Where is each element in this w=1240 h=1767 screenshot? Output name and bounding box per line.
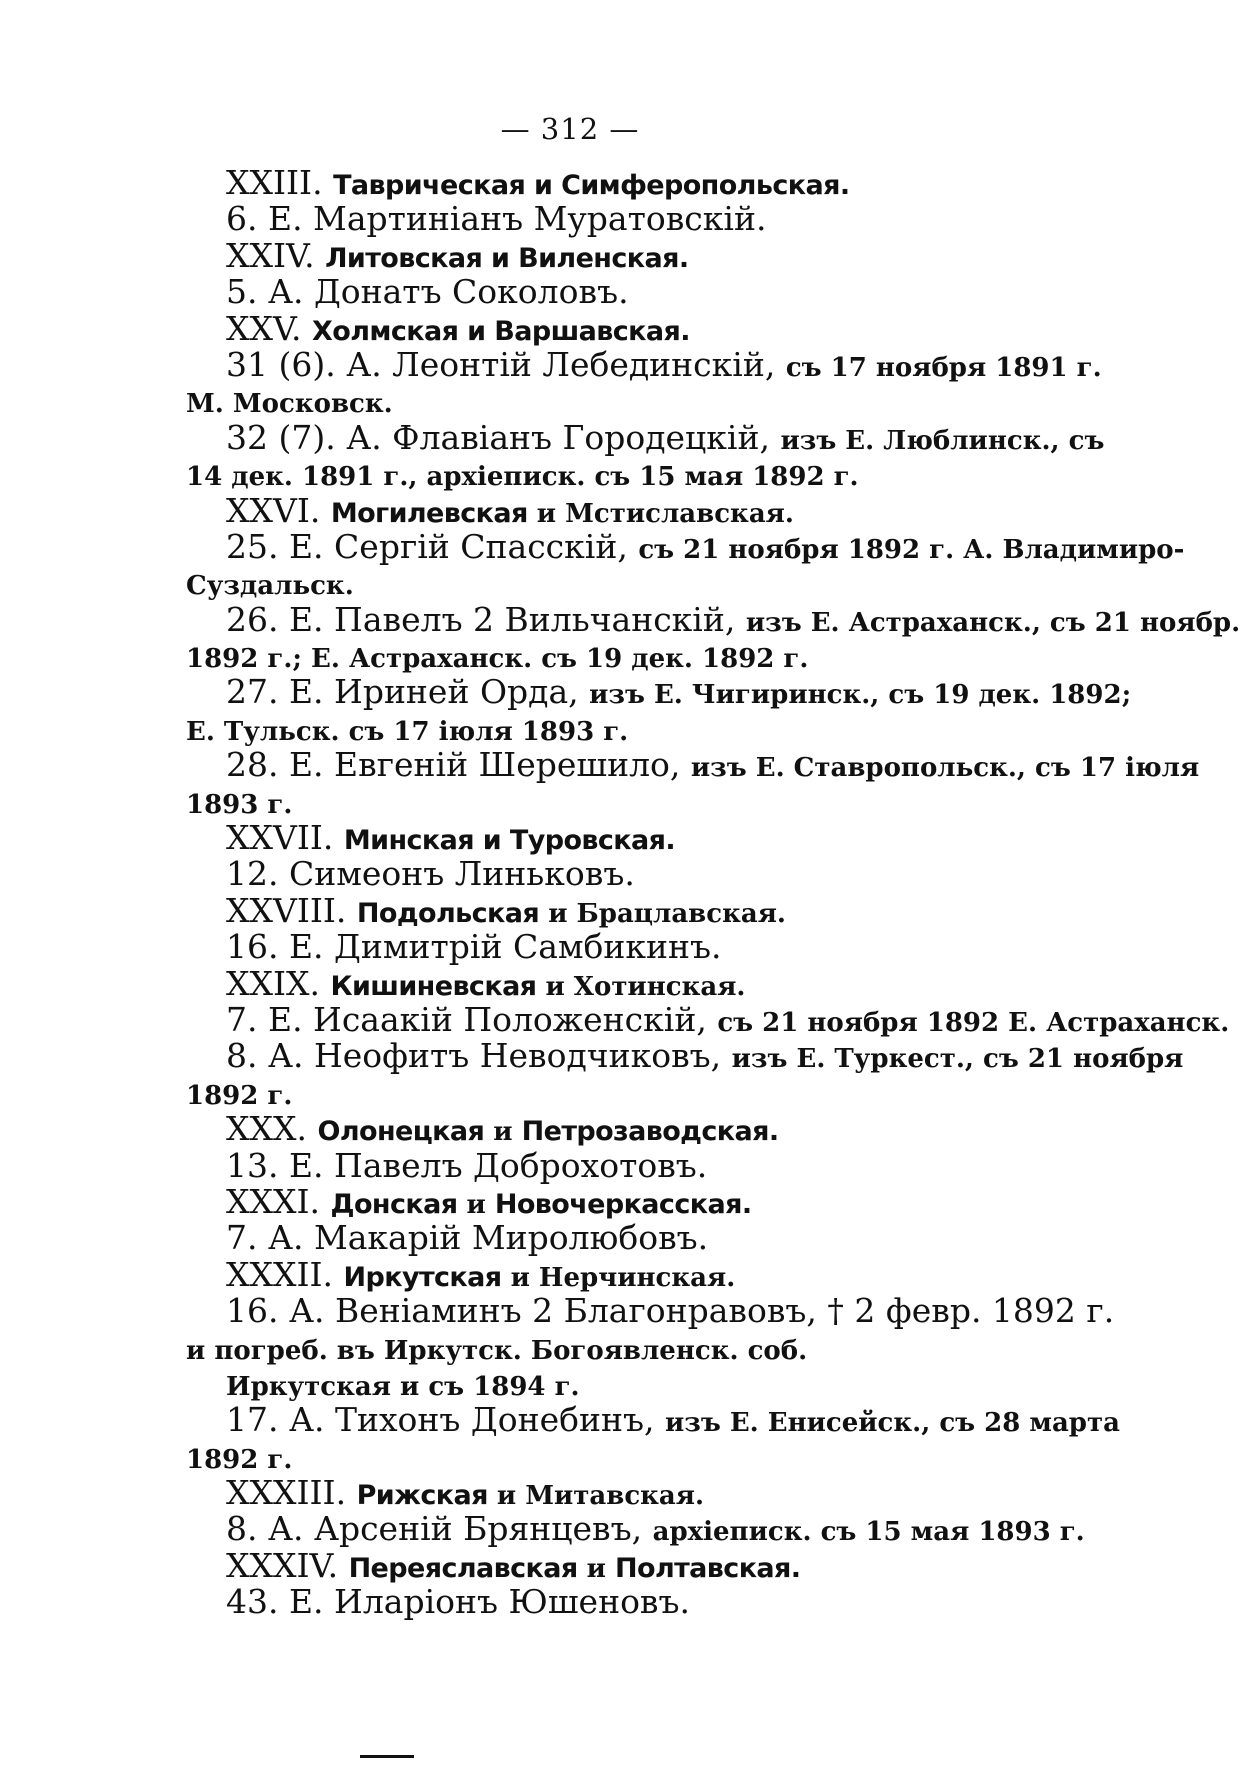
page-number: — 312 — — [500, 112, 640, 146]
text-segment: съ 17 ноября 1891 г. — [785, 352, 1102, 383]
diocese-heading: Литовская и Виленская. — [325, 242, 689, 274]
text-line — [186, 1330, 1022, 1366]
text-segment: изъ Е. Туркест., съ 21 ноября — [731, 1044, 1184, 1075]
text-segment: 7. А. Макарій Миролюбовъ. — [226, 1218, 709, 1258]
text-segment: 1893 г. — [186, 789, 293, 820]
text-line — [186, 1220, 1022, 1256]
text-segment: XXX. — [226, 1109, 318, 1149]
diocese-heading: Петрозаводская. — [521, 1116, 779, 1148]
text-segment: изъ Е. Ставропольск., съ 17 іюля — [690, 753, 1200, 784]
text-line — [186, 565, 1022, 601]
text-segment: и Хотинская. — [536, 971, 746, 1002]
text-line — [186, 1545, 1022, 1585]
diocese-heading: Таврическая и Симферопольская. — [333, 170, 850, 201]
text-segment: XXXIV. — [226, 1545, 349, 1585]
text-segment: XXIV. — [226, 235, 326, 275]
text-line — [186, 1475, 1022, 1511]
text-segment: Иркутская и съ 1894 г. — [226, 1371, 580, 1402]
text-segment: и — [457, 1189, 495, 1220]
text-segment: изъ Е. Чигиринск., съ 19 дек. 1892; — [589, 680, 1132, 711]
text-line — [186, 1075, 1022, 1111]
text-segment: 31 (6). А. Леонтій Лебединскій, — [226, 344, 786, 384]
text-segment: XXXI. — [226, 1181, 331, 1221]
text-segment: 1892 г. — [186, 1080, 293, 1111]
text-segment: 8. А. Неофитъ Неводчиковъ, — [226, 1036, 732, 1076]
text-segment: архіеписк. съ 15 мая 1893 г. — [652, 1517, 1085, 1548]
diocese-heading: Донская — [330, 1188, 458, 1220]
text-line — [186, 1254, 1022, 1294]
text-line — [186, 1439, 1022, 1475]
text-line — [186, 784, 1022, 820]
text-line — [186, 1400, 1120, 1440]
text-line — [186, 890, 1022, 930]
text-line — [186, 929, 1022, 965]
diocese-heading: Могилевская — [330, 497, 528, 529]
text-line — [186, 308, 1022, 348]
diocese-heading: Холмская и Варшавская. — [312, 315, 690, 347]
text-segment: 7. Е. Исаакій Положенскій, — [226, 999, 718, 1039]
text-segment: XXVIII. — [226, 890, 357, 930]
text-line — [186, 745, 1200, 785]
diocese-heading: Новочеркасская. — [494, 1188, 752, 1220]
text-line — [186, 383, 1022, 419]
text-line — [186, 1036, 1184, 1076]
text-line — [186, 1509, 1085, 1549]
footer-rule — [360, 1755, 414, 1758]
text-segment: и — [484, 1117, 522, 1148]
text-line — [186, 856, 1022, 892]
text-segment: 1892 г.; Е. Астраханск. съ 19 дек. 1892 г. — [186, 644, 809, 675]
text-segment: 16. Е. Димитрій Самбикинъ. — [226, 927, 722, 967]
text-segment: 27. Е. Ириней Орда, — [226, 672, 590, 712]
text-line — [186, 1145, 1022, 1185]
text-segment: М. Московск. — [186, 389, 393, 420]
text-segment: съ 21 ноября 1892 г. А. Владимиро- — [638, 534, 1185, 565]
text-segment: XXXII. — [226, 1254, 344, 1294]
diocese-heading: Иркутская — [343, 1261, 502, 1293]
text-segment: 16. А. Веніаминъ 2 Благонравовъ, † 2 февр. 1892 г. — [226, 1291, 1115, 1331]
text-segment: 5. А. Донатъ Соколовъ. — [226, 272, 629, 312]
text-segment: XXVI. — [226, 490, 331, 530]
text-line — [186, 526, 1185, 566]
text-line — [186, 638, 1022, 674]
text-segment: и Мстиславская. — [527, 498, 794, 529]
diocese-heading: Полтавская. — [615, 1552, 801, 1584]
text-line — [186, 1366, 1022, 1402]
text-line — [186, 235, 1022, 275]
text-line — [186, 456, 1022, 492]
text-line — [186, 417, 1105, 457]
text-line — [186, 1111, 1022, 1147]
diocese-heading: Олонецкая — [317, 1116, 485, 1148]
text-line — [186, 274, 1022, 310]
text-segment: и Брацлавская. — [539, 898, 786, 929]
text-segment: XXV. — [226, 308, 313, 348]
text-line — [186, 490, 1022, 530]
text-line — [186, 672, 1132, 712]
text-segment: 12. Симеонъ Линьковъ. — [226, 854, 635, 894]
text-segment: 17. А. Тихонъ Донебинъ, — [226, 1400, 665, 1440]
text-segment: XXIX. — [226, 963, 331, 1003]
text-line — [186, 820, 1022, 856]
text-segment: и погреб. въ Иркутск. Богоявленск. соб. — [186, 1335, 808, 1366]
diocese-heading: Подольская — [356, 897, 540, 929]
text-line — [186, 165, 1022, 201]
text-segment: Суздальск. — [186, 571, 354, 602]
text-line — [186, 599, 1240, 639]
diocese-heading: Минская и Туровская. — [343, 825, 676, 857]
text-segment: изъ Е. Люблинск., съ — [780, 425, 1105, 456]
text-segment: изъ Е. Астраханск., съ 21 ноябр. — [745, 607, 1240, 638]
text-line — [186, 999, 1230, 1039]
text-segment: и Нерчинская. — [501, 1262, 736, 1293]
text-segment: Е. Тульск. съ 17 іюля 1893 г. — [186, 716, 629, 747]
text-line — [186, 1291, 1115, 1331]
text-line — [186, 201, 1022, 237]
text-segment: 28. Е. Евгеній Шерешило, — [226, 745, 691, 785]
text-segment: 6. Е. Мартиніанъ Муратовскій. — [226, 199, 767, 239]
text-segment: изъ Е. Енисейск., съ 28 марта — [664, 1408, 1120, 1439]
text-segment: 1892 г. — [186, 1444, 293, 1475]
text-segment: 13. Е. Павелъ Доброхотовъ. — [226, 1145, 708, 1185]
text-segment: 8. А. Арсеній Брянцевъ, — [226, 1509, 653, 1549]
text-line — [186, 1181, 1022, 1221]
diocese-heading: Рижская — [356, 1480, 488, 1512]
diocese-heading: Переяславская — [348, 1552, 578, 1584]
text-segment: 43. Е. Иларіонъ Юшеновъ. — [226, 1582, 690, 1622]
diocese-heading: Кишиневская — [330, 970, 537, 1002]
text-line — [186, 963, 1022, 1003]
text-block — [186, 163, 1240, 1622]
text-line — [186, 1584, 1022, 1620]
text-line — [186, 344, 1102, 384]
text-line — [186, 711, 1022, 747]
text-segment: 14 дек. 1891 г., архіеписк. съ 15 мая 1892 г. — [186, 462, 859, 493]
text-segment: XXVII. — [226, 818, 344, 858]
text-segment: и — [577, 1553, 616, 1584]
text-segment: съ 21 ноября 1892 Е. Астраханск. — [717, 1007, 1230, 1038]
text-segment: 26. Е. Павелъ 2 Вильчанскій, — [226, 599, 746, 639]
text-segment: и Митавская. — [487, 1481, 705, 1512]
text-segment: 32 (7). А. Флавіанъ Городецкій, — [226, 417, 781, 457]
text-segment: XXXIII. — [226, 1473, 357, 1513]
text-segment: 25. Е. Сергій Спасскій, — [226, 526, 639, 566]
text-segment: XXIII. — [226, 163, 334, 202]
